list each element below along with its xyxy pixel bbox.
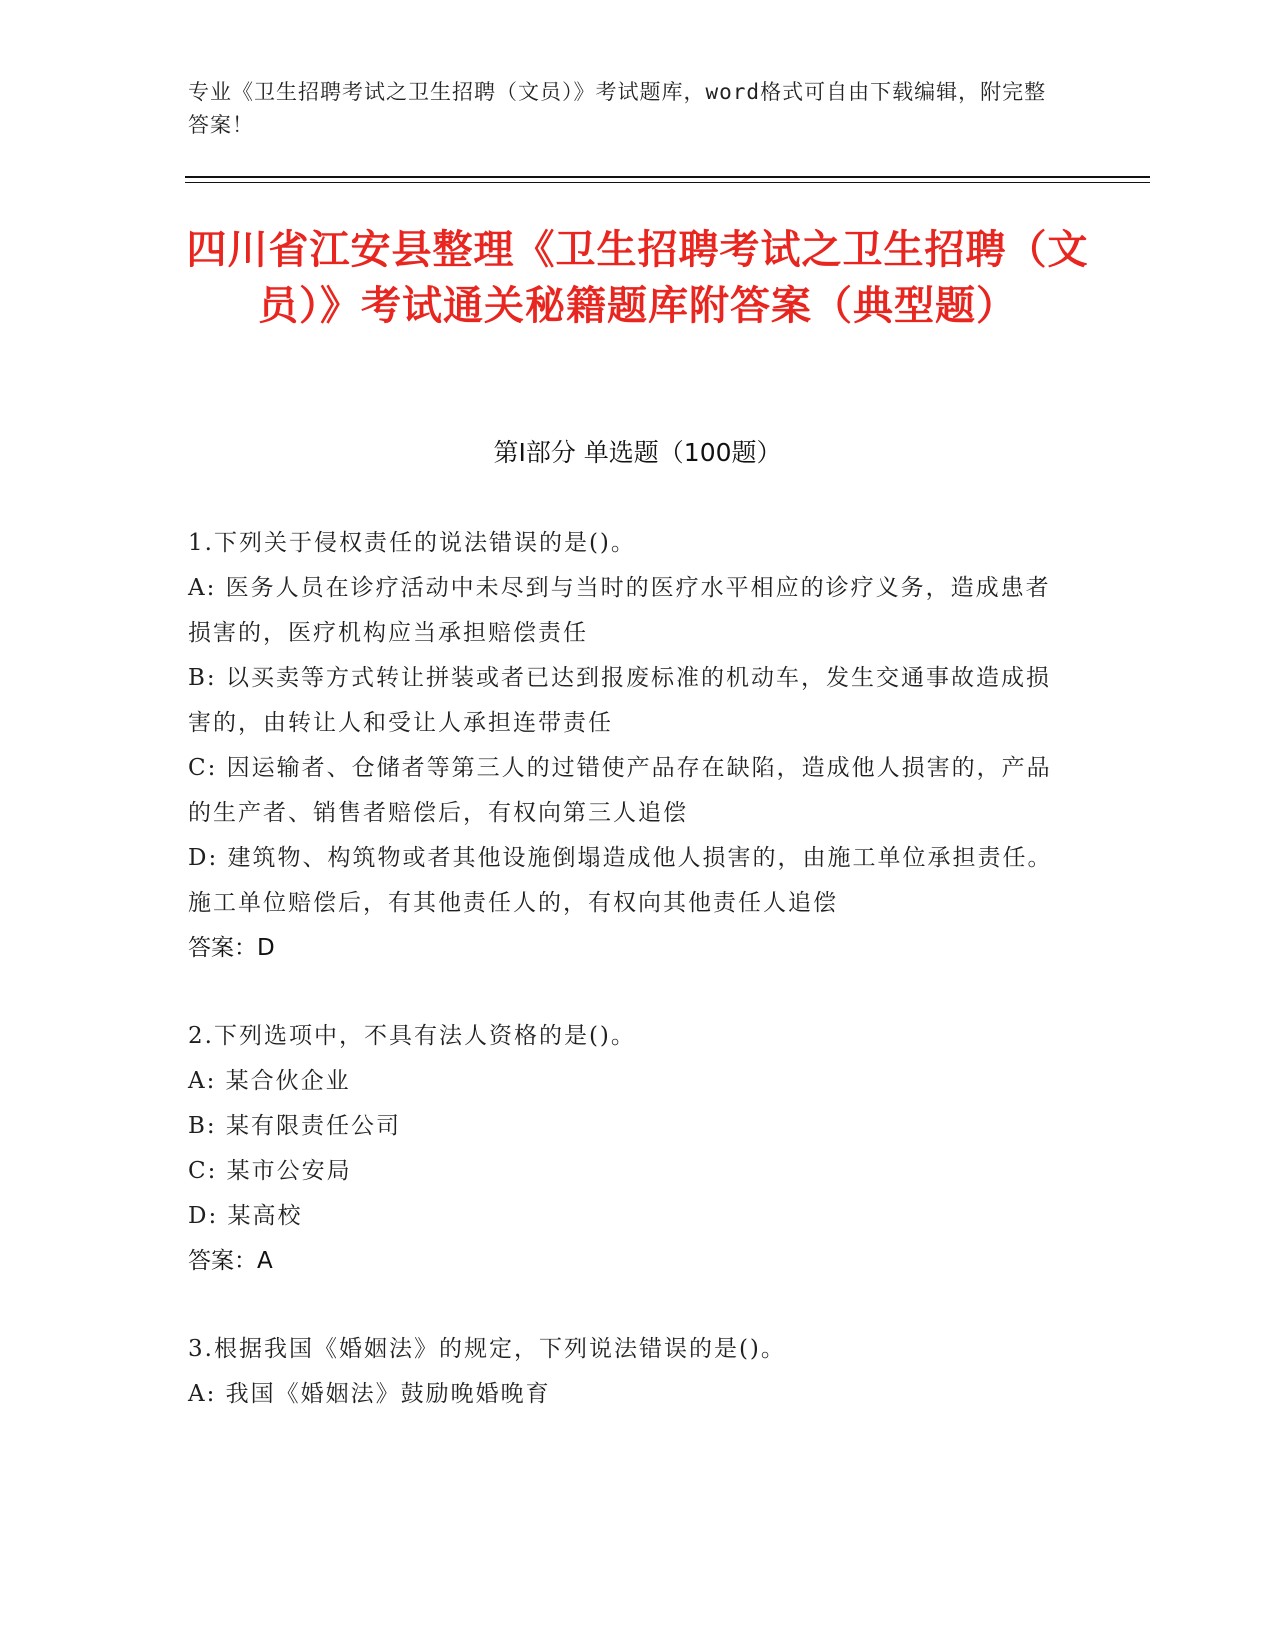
header-divider-thin [185, 182, 1150, 183]
option-b: B: 以买卖等方式转让拼装或者已达到报废标准的机动车，发生交通事故造成损害的，由转让人和受让人承担连带责任 [188, 665, 1051, 736]
answer-label: 答案：D [188, 935, 275, 961]
option-c: C: 因运输者、仓储者等第三人的过错使产品存在缺陷，造成他人损害的，产品的生产者、销售者赔偿后，有权向第三人追偿 [188, 755, 1052, 826]
question-stem: 3.根据我国《婚姻法》的规定，下列说法错误的是()。 [188, 1336, 786, 1362]
answer-label: 答案：A [188, 1248, 273, 1274]
option-a: A: 医务人员在诊疗活动中未尽到与当时的医疗水平相应的诊疗义务，造成患者损害的，医疗机构应当承担赔偿责任 [188, 575, 1051, 646]
option-b: B: 某有限责任公司 [188, 1113, 401, 1139]
question-list [188, 521, 1068, 1460]
question-3 [188, 1327, 1068, 1417]
question-2 [188, 1014, 1068, 1284]
question-stem: 2.下列选项中，不具有法人资格的是()。 [188, 1023, 636, 1049]
option-d: D: 某高校 [188, 1203, 303, 1229]
question-1 [188, 521, 1068, 971]
option-d: D: 建筑物、构筑物或者其他设施倒塌造成他人损害的，由施工单位承担责任。施工单位赔偿后，有其他责任人的，有权向其他责任人追偿 [188, 845, 1053, 916]
option-a: A: 我国《婚姻法》鼓励晚婚晚育 [188, 1381, 551, 1407]
header-note: 专业《卫生招聘考试之卫生招聘（文员）》考试题库，word格式可自由下载编辑，附完整答案！ [188, 80, 1047, 137]
option-a: A: 某合伙企业 [188, 1068, 351, 1094]
header-divider-thick [185, 176, 1150, 178]
question-stem: 1.下列关于侵权责任的说法错误的是()。 [188, 530, 636, 556]
option-c: C: 某市公安局 [188, 1158, 352, 1184]
document-title: 四川省江安县整理《卫生招聘考试之卫生招聘（文员）》考试通关秘籍题库附答案（典型题） [186, 227, 1089, 329]
section-heading: 第Ⅰ部分 单选题（100题） [493, 438, 782, 467]
